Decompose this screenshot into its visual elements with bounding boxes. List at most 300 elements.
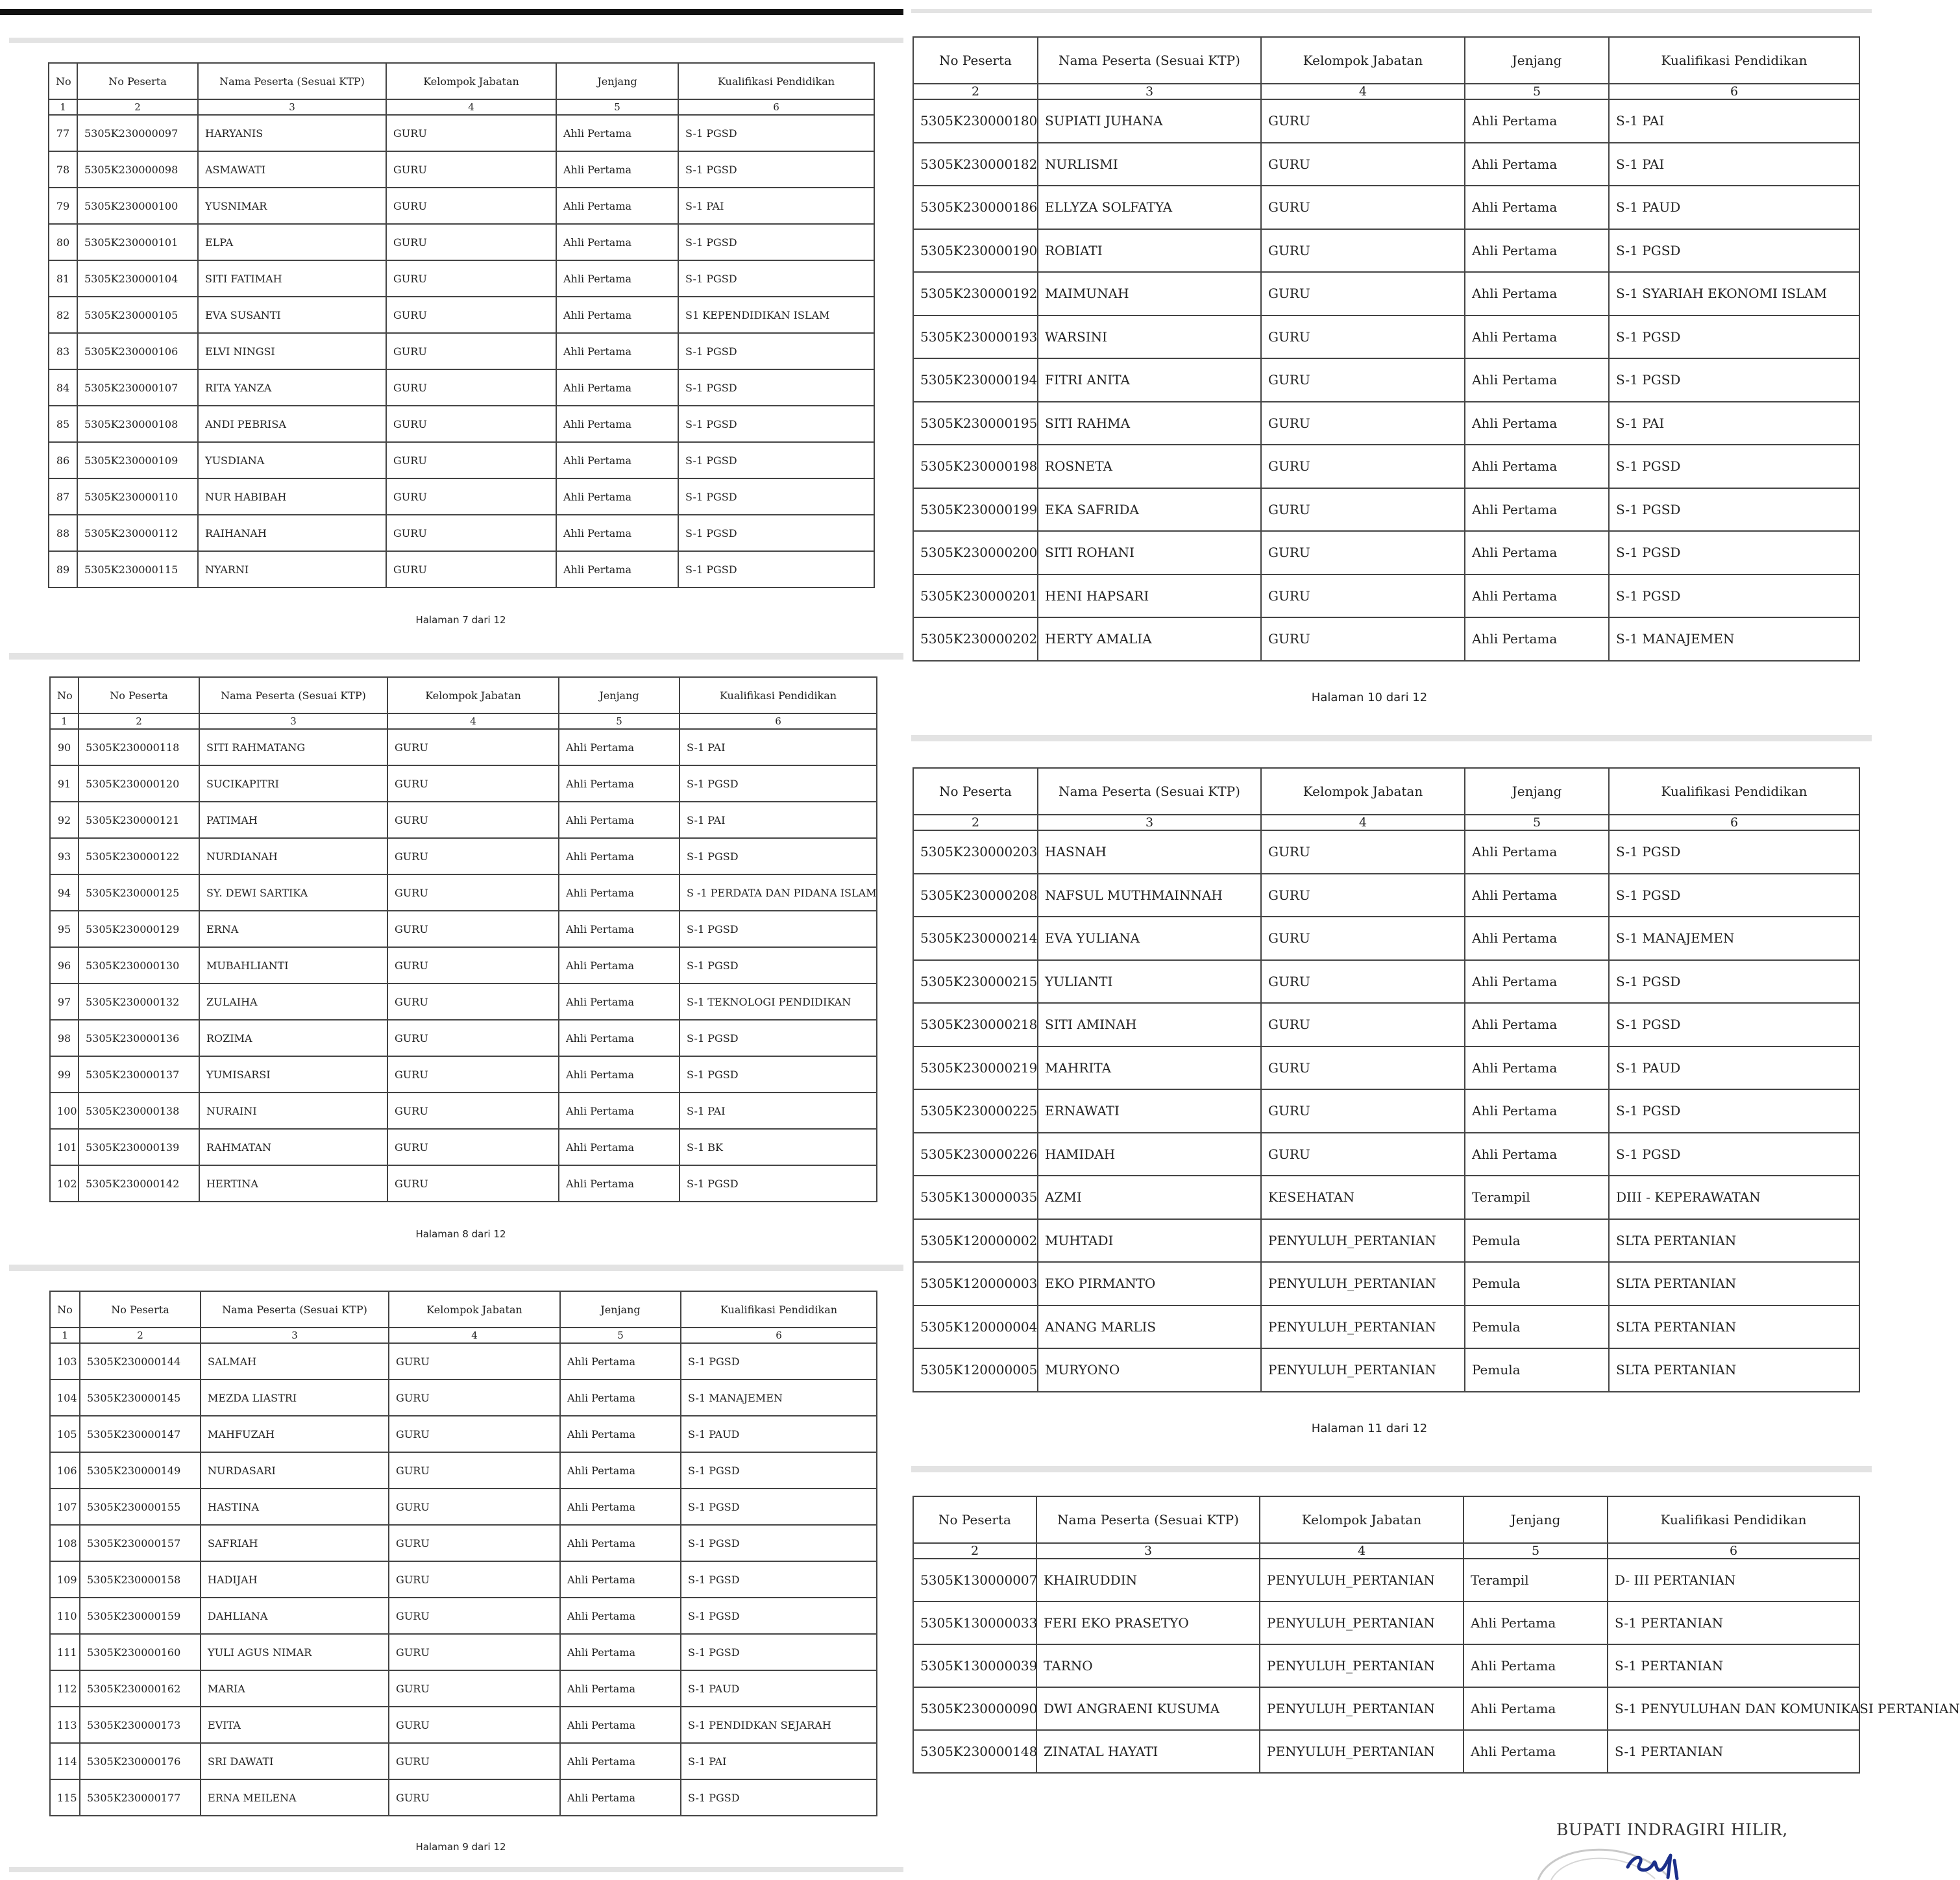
page-separator — [9, 653, 903, 660]
level: Pemula — [1465, 1348, 1609, 1392]
education-qualification: S-1 MANAJEMEN — [681, 1379, 877, 1416]
position-group: GURU — [387, 838, 559, 874]
participant-name: DWI ANGRAENI KUSUMA — [1036, 1687, 1260, 1730]
column-header: Nama Peserta (Sesuai KTP) — [198, 63, 386, 99]
column-header: Nama Peserta (Sesuai KTP) — [201, 1291, 389, 1328]
education-qualification: S-1 PGSD — [681, 1561, 877, 1598]
column-header: Jenjang — [1465, 37, 1609, 84]
level: Ahli Pertama — [559, 1165, 680, 1202]
participant-name: NURDASARI — [201, 1452, 389, 1489]
page-number-label: Halaman 10 dari 12 — [1311, 691, 1428, 704]
column-header: Kualifikasi Pendidikan — [680, 677, 877, 713]
education-qualification: S-1 MANAJEMEN — [1609, 917, 1859, 960]
column-number-row — [913, 815, 1859, 830]
participant-name: FITRI ANITA — [1038, 358, 1261, 402]
position-group: GURU — [386, 551, 556, 588]
education-qualification: S-1 PGSD — [678, 478, 874, 515]
education-qualification: S-1 BK — [680, 1129, 877, 1165]
level: Ahli Pertama — [560, 1779, 681, 1816]
participant-id: 5305K130000039 — [913, 1644, 1036, 1687]
column-number: 4 — [1261, 815, 1465, 830]
position-group: GURU — [386, 115, 556, 151]
level: Ahli Pertama — [556, 406, 678, 442]
row-number: 88 — [49, 515, 77, 551]
participant-id: 5305K230000148 — [913, 1730, 1036, 1773]
table-row — [913, 575, 1859, 618]
row-number: 89 — [49, 551, 77, 588]
participant-id: 5305K230000120 — [79, 765, 199, 802]
level: Ahli Pertama — [556, 224, 678, 260]
level: Ahli Pertama — [1465, 575, 1609, 618]
column-header: No Peserta — [913, 768, 1038, 815]
participant-id: 5305K230000109 — [77, 442, 198, 478]
position-group: GURU — [1261, 358, 1465, 402]
row-number: 91 — [50, 765, 79, 802]
position-group: GURU — [1261, 874, 1465, 917]
position-group: GURU — [389, 1634, 560, 1670]
participant-id: 5305K120000005 — [913, 1348, 1038, 1392]
participant-name: EVITA — [201, 1707, 389, 1743]
table-row — [913, 1305, 1859, 1349]
column-header: No Peserta — [913, 37, 1038, 84]
position-group: GURU — [389, 1525, 560, 1561]
participant-name: ERNAWATI — [1038, 1089, 1261, 1133]
education-qualification: S1 KEPENDIDIKAN ISLAM — [678, 297, 874, 333]
education-qualification: S-1 PGSD — [678, 115, 874, 151]
participant-name: ZULAIHA — [199, 983, 387, 1020]
participant-name: YUSDIANA — [198, 442, 386, 478]
level: Ahli Pertama — [1465, 315, 1609, 359]
table-row — [50, 802, 877, 838]
level: Pemula — [1465, 1305, 1609, 1349]
education-qualification: S-1 PERTANIAN — [1608, 1730, 1859, 1773]
participant-name: HASTINA — [201, 1489, 389, 1525]
table-row — [913, 1348, 1859, 1392]
participant-name: MUBAHLIANTI — [199, 947, 387, 983]
table-row — [50, 1129, 877, 1165]
table-row — [50, 1561, 877, 1598]
participant-id: 5305K230000215 — [913, 960, 1038, 1004]
participant-id: 5305K230000176 — [80, 1743, 201, 1779]
column-header: No Peserta — [80, 1291, 201, 1328]
education-qualification: S-1 PGSD — [678, 369, 874, 406]
participant-id: 5305K230000190 — [913, 229, 1038, 273]
participant-id: 5305K230000180 — [913, 99, 1038, 143]
table-row — [50, 1056, 877, 1093]
education-qualification: S-1 PGSD — [1609, 315, 1859, 359]
participant-id: 5305K230000162 — [80, 1670, 201, 1707]
education-qualification: S-1 PAUD — [1609, 186, 1859, 229]
table-row — [50, 947, 877, 983]
education-qualification: S-1 PGSD — [680, 1056, 877, 1093]
participant-id: 5305K230000110 — [77, 478, 198, 515]
level: Ahli Pertama — [1465, 531, 1609, 575]
education-qualification: SLTA PERTANIAN — [1609, 1348, 1859, 1392]
column-number: 6 — [1609, 815, 1859, 830]
education-qualification: S-1 PENDIDKAN SEJARAH — [681, 1707, 877, 1743]
participant-name: MAHRITA — [1038, 1046, 1261, 1090]
level: Ahli Pertama — [559, 947, 680, 983]
position-group: GURU — [1261, 445, 1465, 488]
participant-name: ROSNETA — [1038, 445, 1261, 488]
participant-name: SITI RAHMATANG — [199, 729, 387, 765]
table-row — [913, 617, 1859, 661]
row-number: 84 — [49, 369, 77, 406]
column-number: 2 — [80, 1328, 201, 1343]
table-header-row — [913, 37, 1859, 84]
column-number: 2 — [77, 99, 198, 115]
column-number: 4 — [1261, 84, 1465, 99]
row-number: 110 — [50, 1598, 80, 1634]
table-row — [49, 333, 874, 369]
table-row — [49, 297, 874, 333]
level: Ahli Pertama — [556, 442, 678, 478]
participant-name: NYARNI — [198, 551, 386, 588]
participant-name: HAMIDAH — [1038, 1133, 1261, 1176]
column-number: 4 — [1260, 1543, 1464, 1559]
row-number: 82 — [49, 297, 77, 333]
column-number: 1 — [50, 1328, 80, 1343]
position-group: GURU — [389, 1343, 560, 1379]
table-row — [49, 406, 874, 442]
table-row — [49, 369, 874, 406]
column-number-row — [913, 84, 1859, 99]
level: Ahli Pertama — [559, 1093, 680, 1129]
participant-table — [913, 767, 1860, 1392]
participant-name: ELPA — [198, 224, 386, 260]
participant-id: 5305K230000149 — [80, 1452, 201, 1489]
education-qualification: S-1 PGSD — [678, 333, 874, 369]
position-group: PENYULUH_PERTANIAN — [1260, 1687, 1464, 1730]
column-header: Kelompok Jabatan — [1260, 1496, 1464, 1543]
column-header: No Peserta — [79, 677, 199, 713]
table-row — [49, 188, 874, 224]
education-qualification: S-1 PGSD — [1609, 874, 1859, 917]
level: Ahli Pertama — [1465, 358, 1609, 402]
participant-name: HERTINA — [199, 1165, 387, 1202]
column-header: Kelompok Jabatan — [1261, 768, 1465, 815]
position-group: PENYULUH_PERTANIAN — [1260, 1730, 1464, 1773]
table-row — [50, 983, 877, 1020]
participant-name: EKA SAFRIDA — [1038, 488, 1261, 532]
position-group: GURU — [1261, 617, 1465, 661]
column-header: Kelompok Jabatan — [386, 63, 556, 99]
participant-name: YULI AGUS NIMAR — [201, 1634, 389, 1670]
level: Ahli Pertama — [556, 333, 678, 369]
level: Ahli Pertama — [560, 1561, 681, 1598]
table-row — [913, 186, 1859, 229]
participant-name: ROBIATI — [1038, 229, 1261, 273]
position-group: PENYULUH_PERTANIAN — [1261, 1219, 1465, 1263]
table-row — [913, 315, 1859, 359]
position-group: GURU — [1261, 99, 1465, 143]
column-number: 6 — [678, 99, 874, 115]
table-row — [913, 1644, 1859, 1687]
page-number-label: Halaman 7 dari 12 — [415, 614, 506, 626]
table-row — [913, 143, 1859, 186]
row-number: 77 — [49, 115, 77, 151]
column-header: No — [49, 63, 77, 99]
level: Ahli Pertama — [560, 1452, 681, 1489]
participant-id: 5305K230000142 — [79, 1165, 199, 1202]
position-group: GURU — [389, 1779, 560, 1816]
table-row — [50, 1165, 877, 1202]
column-number: 6 — [1608, 1543, 1859, 1559]
level: Ahli Pertama — [1464, 1644, 1608, 1687]
participant-name: MAHFUZAH — [201, 1416, 389, 1452]
participant-id: 5305K230000137 — [79, 1056, 199, 1093]
participant-name: ASMAWATI — [198, 151, 386, 188]
table-row — [913, 1687, 1859, 1730]
column-header: No Peserta — [77, 63, 198, 99]
participant-id: 5305K230000112 — [77, 515, 198, 551]
row-number: 113 — [50, 1707, 80, 1743]
table-row — [913, 1089, 1859, 1133]
participant-table — [49, 676, 877, 1202]
row-number: 112 — [50, 1670, 80, 1707]
table-row — [49, 551, 874, 588]
column-number: 5 — [556, 99, 678, 115]
position-group: GURU — [386, 515, 556, 551]
participant-name: EVA SUSANTI — [198, 297, 386, 333]
position-group: GURU — [1261, 575, 1465, 618]
column-number: 2 — [913, 84, 1038, 99]
level: Ahli Pertama — [1465, 960, 1609, 1004]
level: Ahli Pertama — [560, 1343, 681, 1379]
level: Ahli Pertama — [559, 874, 680, 911]
education-qualification: S-1 PGSD — [678, 260, 874, 297]
participant-id: 5305K230000195 — [913, 402, 1038, 445]
participant-id: 5305K230000118 — [79, 729, 199, 765]
level: Ahli Pertama — [556, 188, 678, 224]
participant-name: ANDI PEBRISA — [198, 406, 386, 442]
column-header: Nama Peserta (Sesuai KTP) — [1038, 768, 1261, 815]
participant-id: 5305K230000100 — [77, 188, 198, 224]
row-number: 101 — [50, 1129, 79, 1165]
table-row — [913, 960, 1859, 1004]
table-row — [50, 1634, 877, 1670]
table-row — [913, 874, 1859, 917]
column-header: Kualifikasi Pendidikan — [678, 63, 874, 99]
participant-id: 5305K230000199 — [913, 488, 1038, 532]
education-qualification: S-1 PAUD — [681, 1416, 877, 1452]
participant-name: NURDIANAH — [199, 838, 387, 874]
participant-id: 5305K230000115 — [77, 551, 198, 588]
position-group: GURU — [387, 874, 559, 911]
row-number: 78 — [49, 151, 77, 188]
level: Ahli Pertama — [556, 478, 678, 515]
level: Ahli Pertama — [1465, 488, 1609, 532]
participant-name: ELLYZA SOLFATYA — [1038, 186, 1261, 229]
column-number: 3 — [1036, 1543, 1260, 1559]
column-number: 3 — [199, 713, 387, 729]
participant-name: HADIJAH — [201, 1561, 389, 1598]
education-qualification: S-1 PGSD — [678, 406, 874, 442]
row-number: 95 — [50, 911, 79, 947]
participant-name: YULIANTI — [1038, 960, 1261, 1004]
level: Ahli Pertama — [1465, 617, 1609, 661]
page-separator — [9, 1867, 903, 1872]
row-number: 94 — [50, 874, 79, 911]
participant-id: 5305K230000129 — [79, 911, 199, 947]
table-row — [50, 1379, 877, 1416]
participant-id: 5305K230000208 — [913, 874, 1038, 917]
table-row — [913, 1003, 1859, 1046]
position-group: GURU — [1261, 1089, 1465, 1133]
position-group: GURU — [387, 947, 559, 983]
row-number: 102 — [50, 1165, 79, 1202]
participant-name: MUHTADI — [1038, 1219, 1261, 1263]
participant-name: ZINATAL HAYATI — [1036, 1730, 1260, 1773]
education-qualification: S-1 PGSD — [1609, 960, 1859, 1004]
participant-id: 5305K230000144 — [80, 1343, 201, 1379]
table-row — [49, 224, 874, 260]
participant-id: 5305K230000090 — [913, 1687, 1036, 1730]
participant-name: RAIHANAH — [198, 515, 386, 551]
level: Ahli Pertama — [1465, 99, 1609, 143]
participant-name: WARSINI — [1038, 315, 1261, 359]
participant-id: 5305K230000105 — [77, 297, 198, 333]
column-number: 1 — [49, 99, 77, 115]
table-row — [913, 917, 1859, 960]
level: Ahli Pertama — [560, 1379, 681, 1416]
participant-id: 5305K230000125 — [79, 874, 199, 911]
page-number-label: Halaman 9 dari 12 — [415, 1841, 506, 1853]
position-group: GURU — [1261, 272, 1465, 315]
level: Ahli Pertama — [559, 1129, 680, 1165]
row-number: 83 — [49, 333, 77, 369]
participant-id: 5305K230000136 — [79, 1020, 199, 1056]
position-group: GURU — [389, 1670, 560, 1707]
education-qualification: S-1 PGSD — [678, 151, 874, 188]
education-qualification: S-1 PERTANIAN — [1608, 1644, 1859, 1687]
education-qualification: S-1 PAI — [680, 1093, 877, 1129]
handwritten-signature — [1623, 1841, 1694, 1880]
table-row — [50, 838, 877, 874]
position-group: GURU — [1261, 960, 1465, 1004]
column-number: 5 — [559, 713, 680, 729]
table-row — [50, 1707, 877, 1743]
education-qualification: S-1 PAI — [1609, 99, 1859, 143]
table-row — [50, 874, 877, 911]
education-qualification: S-1 PGSD — [680, 1165, 877, 1202]
participant-name: ANANG MARLIS — [1038, 1305, 1261, 1349]
participant-id: 5305K230000226 — [913, 1133, 1038, 1176]
column-number: 4 — [389, 1328, 560, 1343]
participant-name: SRI DAWATI — [201, 1743, 389, 1779]
column-number: 6 — [680, 713, 877, 729]
position-group: GURU — [389, 1561, 560, 1598]
level: Pemula — [1465, 1219, 1609, 1263]
level: Ahli Pertama — [1465, 1133, 1609, 1176]
position-group: GURU — [387, 1056, 559, 1093]
table-row — [50, 1779, 877, 1816]
row-number: 109 — [50, 1561, 80, 1598]
position-group: GURU — [389, 1489, 560, 1525]
table-row — [50, 1452, 877, 1489]
table-row — [913, 99, 1859, 143]
participant-name: MARIA — [201, 1670, 389, 1707]
participant-name: AZMI — [1038, 1176, 1261, 1219]
column-header: No — [50, 677, 79, 713]
column-number-row — [49, 99, 874, 115]
education-qualification: S-1 PGSD — [1609, 1003, 1859, 1046]
participant-id: 5305K230000201 — [913, 575, 1038, 618]
participant-name: SUCIKAPITRI — [199, 765, 387, 802]
column-number: 3 — [1038, 84, 1261, 99]
participant-id: 5305K120000003 — [913, 1262, 1038, 1305]
participant-id: 5305K230000106 — [77, 333, 198, 369]
education-qualification: S-1 PGSD — [1609, 445, 1859, 488]
participant-id: 5305K230000160 — [80, 1634, 201, 1670]
level: Ahli Pertama — [1465, 402, 1609, 445]
participant-id: 5305K230000145 — [80, 1379, 201, 1416]
participant-id: 5305K230000194 — [913, 358, 1038, 402]
education-qualification: S-1 PGSD — [681, 1779, 877, 1816]
column-header: Nama Peserta (Sesuai KTP) — [1036, 1496, 1260, 1543]
column-header: Kelompok Jabatan — [1261, 37, 1465, 84]
table-row — [913, 1133, 1859, 1176]
participant-id: 5305K230000200 — [913, 531, 1038, 575]
participant-id: 5305K230000214 — [913, 917, 1038, 960]
participant-id: 5305K230000097 — [77, 115, 198, 151]
column-header: Kelompok Jabatan — [389, 1291, 560, 1328]
table-row — [50, 1598, 877, 1634]
participant-id: 5305K230000182 — [913, 143, 1038, 186]
page-number-label: Halaman 8 dari 12 — [415, 1228, 506, 1240]
table-row — [913, 1046, 1859, 1090]
participant-name: SITI AMINAH — [1038, 1003, 1261, 1046]
page-separator — [9, 38, 903, 43]
column-number: 2 — [913, 1543, 1036, 1559]
position-group: GURU — [1261, 402, 1465, 445]
column-header: No — [50, 1291, 80, 1328]
level: Terampil — [1465, 1176, 1609, 1219]
participant-name: TARNO — [1036, 1644, 1260, 1687]
row-number: 85 — [49, 406, 77, 442]
participant-id: 5305K230000121 — [79, 802, 199, 838]
position-group: GURU — [1261, 143, 1465, 186]
level: Ahli Pertama — [556, 151, 678, 188]
column-number: 2 — [79, 713, 199, 729]
level: Ahli Pertama — [1465, 143, 1609, 186]
signature-title: BUPATI INDRAGIRI HILIR, — [1556, 1820, 1788, 1839]
position-group: GURU — [389, 1416, 560, 1452]
participant-name: KHAIRUDDIN — [1036, 1559, 1260, 1602]
table-row — [913, 445, 1859, 488]
participant-name: SUPIATI JUHANA — [1038, 99, 1261, 143]
level: Ahli Pertama — [556, 297, 678, 333]
position-group: GURU — [386, 224, 556, 260]
table-row — [913, 1559, 1859, 1602]
column-number: 6 — [1609, 84, 1859, 99]
position-group: GURU — [1261, 315, 1465, 359]
position-group: GURU — [386, 260, 556, 297]
row-number: 92 — [50, 802, 79, 838]
level: Ahli Pertama — [559, 765, 680, 802]
column-number: 3 — [198, 99, 386, 115]
level: Ahli Pertama — [1465, 917, 1609, 960]
row-number: 79 — [49, 188, 77, 224]
row-number: 106 — [50, 1452, 80, 1489]
participant-id: 5305K230000218 — [913, 1003, 1038, 1046]
table-row — [50, 1489, 877, 1525]
position-group: GURU — [1261, 488, 1465, 532]
education-qualification: S-1 PGSD — [681, 1525, 877, 1561]
page-separator — [911, 9, 1872, 13]
education-qualification: S-1 PGSD — [681, 1489, 877, 1525]
position-group: GURU — [386, 478, 556, 515]
